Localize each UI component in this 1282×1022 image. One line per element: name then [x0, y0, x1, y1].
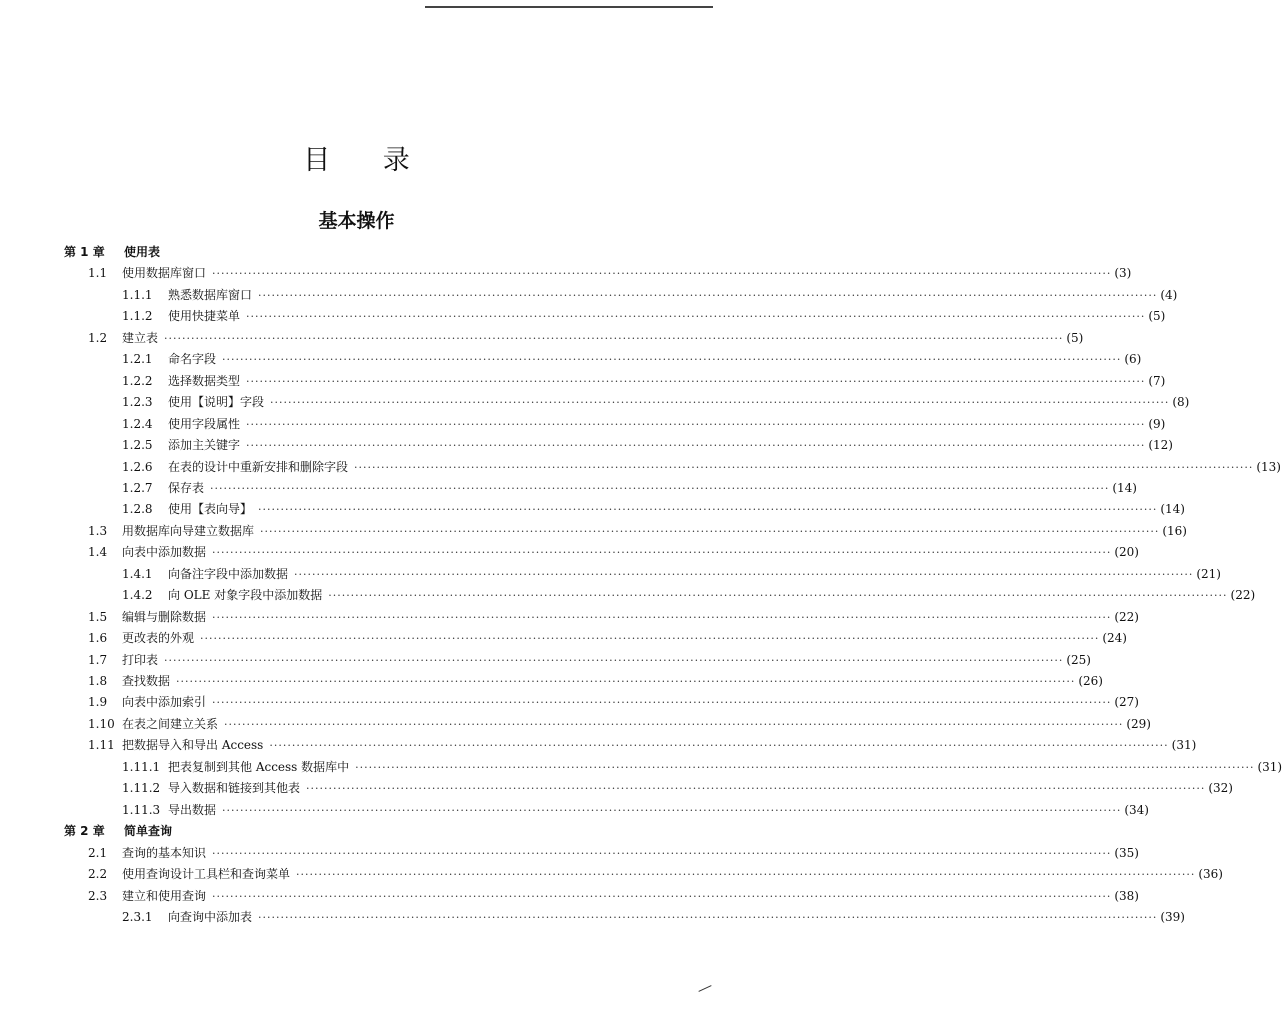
toc-title: 使用快捷菜单: [168, 309, 241, 323]
toc-page-number: (35): [1114, 846, 1139, 860]
toc-number: 1.2.5: [122, 438, 153, 452]
toc-page-number: (32): [1208, 781, 1233, 795]
toc-title: 用数据库向导建立数据库: [122, 524, 255, 538]
toc-page-number: (20): [1114, 545, 1139, 559]
toc-entry[interactable]: [122, 306, 1166, 326]
toc-entry[interactable]: [88, 735, 1197, 755]
toc-entry[interactable]: [122, 435, 1173, 455]
toc-entry[interactable]: [88, 843, 1139, 863]
toc-page-number: (8): [1172, 395, 1190, 409]
toc-number: 1.4: [88, 545, 108, 559]
toc-leader-dots: ········································································································································································································: [222, 804, 1122, 817]
toc-number: 1.11: [88, 738, 115, 752]
toc-number: 1.1.2: [122, 309, 153, 323]
toc-page-number: (4): [1160, 288, 1178, 302]
toc-number: 1.1: [88, 266, 108, 280]
toc-leader-dots: ········································································································································································································: [246, 375, 1146, 388]
toc-number: 1.2.3: [122, 395, 153, 409]
toc-number: 1.11.1: [122, 760, 161, 774]
toc-number: 1.2.4: [122, 417, 153, 431]
toc-chapter[interactable]: [64, 242, 655, 262]
toc-number: 1.2.8: [122, 502, 153, 516]
toc-number: 1.4.2: [122, 588, 153, 602]
toc-leader-dots: ········································································································································································································: [258, 911, 1158, 924]
toc-leader-dots: ········································································································································································································: [258, 503, 1158, 516]
toc-number: 1.2.7: [122, 481, 153, 495]
toc-title: 向备注字段中添加数据: [168, 567, 289, 581]
toc-title: 向查询中添加表: [168, 910, 253, 924]
toc-number: 1.4.1: [122, 567, 153, 581]
toc-leader-dots: ········································································································································································································: [212, 267, 1112, 280]
toc-entry[interactable]: [122, 457, 1281, 477]
toc-number: 1.2.2: [122, 374, 153, 388]
toc-entry[interactable]: [88, 628, 1127, 648]
toc-title: 建立表: [122, 331, 159, 345]
toc-title: 在表的设计中重新安排和删除字段: [168, 460, 349, 474]
toc-entry[interactable]: [122, 414, 1166, 434]
toc-page-number: (25): [1066, 653, 1091, 667]
toc-page-number: (7): [1148, 374, 1166, 388]
toc-number: 1.2.1: [122, 352, 153, 366]
toc-entry[interactable]: [88, 714, 1151, 734]
toc-title: 使用【表向导】: [168, 502, 253, 516]
toc-title: 查找数据: [122, 674, 171, 688]
toc-leader-dots: ········································································································································································································: [306, 782, 1206, 795]
toc-entry[interactable]: [122, 392, 1190, 412]
toc-leader-dots: ········································································································································································································: [200, 632, 1100, 645]
toc-entry[interactable]: [122, 757, 1282, 777]
toc-entry[interactable]: [88, 671, 1103, 691]
toc-leader-dots: ········································································································································································································: [212, 611, 1112, 624]
toc-title: 保存表: [168, 481, 205, 495]
toc-page-number: (26): [1078, 674, 1103, 688]
toc-entry[interactable]: [88, 521, 1187, 541]
toc-entry[interactable]: [88, 650, 1091, 670]
toc-entry[interactable]: [122, 800, 1149, 820]
section-subtitle: 基本操作: [318, 210, 395, 232]
toc-page-number: (16): [1162, 524, 1187, 538]
toc-number: 1.9: [88, 695, 108, 709]
toc-page-number: (14): [1112, 481, 1137, 495]
toc-leader-dots: ········································································································································································································: [176, 675, 1076, 688]
toc-page-number: (5): [1066, 331, 1084, 345]
toc-page-number: (13): [1256, 460, 1281, 474]
toc-leader-dots: ········································································································································································································: [246, 418, 1146, 431]
toc-title: 导出数据: [168, 803, 217, 817]
toc-page-number: (3): [1114, 266, 1132, 280]
toc-entry[interactable]: [88, 864, 1223, 884]
toc-leader-dots: ········································································································································································································: [258, 289, 1158, 302]
pen-mark: [698, 985, 711, 992]
toc-page-number: (21): [1196, 567, 1221, 581]
toc-number: 1.3: [88, 524, 108, 538]
toc-number: 1.5: [88, 610, 108, 624]
toc-leader-dots: ········································································································································································································: [246, 310, 1146, 323]
toc-number: 1.7: [88, 653, 108, 667]
toc-leader-dots: ········································································································································································································: [260, 525, 1160, 538]
toc-page-number: (6): [1124, 352, 1142, 366]
toc-title: 把表复制到其他 Access 数据库中: [168, 760, 350, 774]
toc-number: 1.2.6: [122, 460, 153, 474]
toc-number: 2.3: [88, 889, 108, 903]
toc-leader-dots: ········································································································································································································: [164, 654, 1064, 667]
toc-leader-dots: ········································································································································································································: [246, 439, 1146, 452]
toc-number: 1.11.2: [122, 781, 161, 795]
toc-page-number: (31): [1257, 760, 1282, 774]
toc-page-number: (14): [1160, 502, 1185, 516]
toc-title: 选择数据类型: [168, 374, 241, 388]
toc-title: 向表中添加数据: [122, 545, 207, 559]
toc-leader-dots: ········································································································································································································: [294, 568, 1194, 581]
toc-title: 更改表的外观: [122, 631, 195, 645]
toc-leader-dots: ········································································································································································································: [224, 718, 1124, 731]
toc-page-number: (27): [1114, 695, 1139, 709]
toc-number: 2.3.1: [122, 910, 153, 924]
toc-page-number: (38): [1114, 889, 1139, 903]
toc-title: 命名字段: [168, 352, 217, 366]
toc-title: 打印表: [122, 653, 159, 667]
toc-leader-dots: ········································································································································································································: [355, 761, 1255, 774]
toc-leader-dots: ········································································································································································································: [270, 396, 1170, 409]
toc-entry[interactable]: [88, 542, 1139, 562]
toc-page-number: (22): [1230, 588, 1256, 602]
toc-entry[interactable]: [122, 585, 1256, 605]
toc-title: 查询的基本知识: [122, 846, 207, 860]
toc-page-number: (39): [1160, 910, 1185, 924]
toc-page-number: (9): [1148, 417, 1166, 431]
toc-leader-dots: ········································································································································································································: [164, 332, 1064, 345]
toc-leader-dots: ········································································································································································································: [212, 696, 1112, 709]
toc-entry[interactable]: [122, 778, 1233, 798]
toc-entry[interactable]: [88, 692, 1139, 712]
toc-leader-dots: ········································································································································································································: [269, 739, 1169, 752]
toc-number: 1.1.1: [122, 288, 153, 302]
toc-number: 1.2: [88, 331, 108, 345]
toc-entry[interactable]: [122, 371, 1166, 391]
toc-entry[interactable]: [122, 907, 1185, 927]
toc-entry[interactable]: [88, 886, 1139, 906]
toc-number: 2.1: [88, 846, 108, 860]
toc-leader-dots: ········································································································································································································: [296, 868, 1196, 881]
page-title: 目 录: [303, 145, 432, 176]
toc-page-number: (31): [1171, 738, 1197, 752]
toc-entry[interactable]: [88, 607, 1139, 627]
toc-page-number: (34): [1124, 803, 1149, 817]
toc-leader-dots: ········································································································································································································: [210, 482, 1110, 495]
toc-title: 使用数据库窗口: [122, 266, 207, 280]
top-rule: [425, 6, 713, 8]
toc-leader-dots: ········································································································································································································: [222, 353, 1122, 366]
toc-page-number: (24): [1102, 631, 1127, 645]
toc-title: 熟悉数据库窗口: [168, 288, 253, 302]
toc-leader-dots: ········································································································································································································: [212, 890, 1112, 903]
toc-leader-dots: ········································································································································································································: [354, 461, 1254, 474]
toc-title: 使用字段属性: [168, 417, 241, 431]
toc-title: 把数据导入和导出 Access: [122, 738, 264, 752]
toc-page-number: (22): [1114, 610, 1139, 624]
toc-entry[interactable]: [88, 263, 1132, 283]
toc-number: 2.2: [88, 867, 108, 881]
toc-entry[interactable]: [88, 328, 1084, 348]
toc-leader-dots: ········································································································································································································: [328, 589, 1228, 602]
toc-title: 导入数据和链接到其他表: [168, 781, 301, 795]
toc-title: 使用【说明】字段: [168, 395, 265, 409]
toc-entry[interactable]: [122, 285, 1178, 305]
toc-page-number: (36): [1198, 867, 1223, 881]
toc-leader-dots: ········································································································································································································: [212, 847, 1112, 860]
toc-title: 使用查询设计工具栏和查询菜单: [122, 867, 291, 881]
toc-number: 1.8: [88, 674, 108, 688]
toc-page-number: (29): [1126, 717, 1151, 731]
toc-title: 使用表: [124, 245, 161, 259]
toc-title: 添加主关键字: [168, 438, 241, 452]
toc-number: 1.11.3: [122, 803, 161, 817]
toc-title: 建立和使用查询: [122, 889, 207, 903]
toc-chapter[interactable]: [64, 821, 655, 841]
toc-entry[interactable]: [122, 349, 1142, 369]
toc-entry[interactable]: [122, 478, 1137, 498]
toc-number: 第 1 章: [64, 245, 105, 259]
toc-entry[interactable]: [122, 564, 1221, 584]
toc-entry[interactable]: [122, 499, 1185, 519]
toc-title: 向表中添加索引: [122, 695, 207, 709]
toc-page-number: (12): [1148, 438, 1173, 452]
toc-page-number: (5): [1148, 309, 1166, 323]
toc-title: 在表之间建立关系: [122, 717, 219, 731]
toc-leader-dots: ········································································································································································································: [212, 546, 1112, 559]
toc-number: 第 2 章: [64, 824, 105, 838]
toc-title: 编辑与删除数据: [122, 610, 207, 624]
toc-number: 1.10: [88, 717, 115, 731]
toc-title: 简单查询: [124, 824, 173, 838]
toc-title: 向 OLE 对象字段中添加数据: [168, 588, 323, 602]
toc-number: 1.6: [88, 631, 108, 645]
